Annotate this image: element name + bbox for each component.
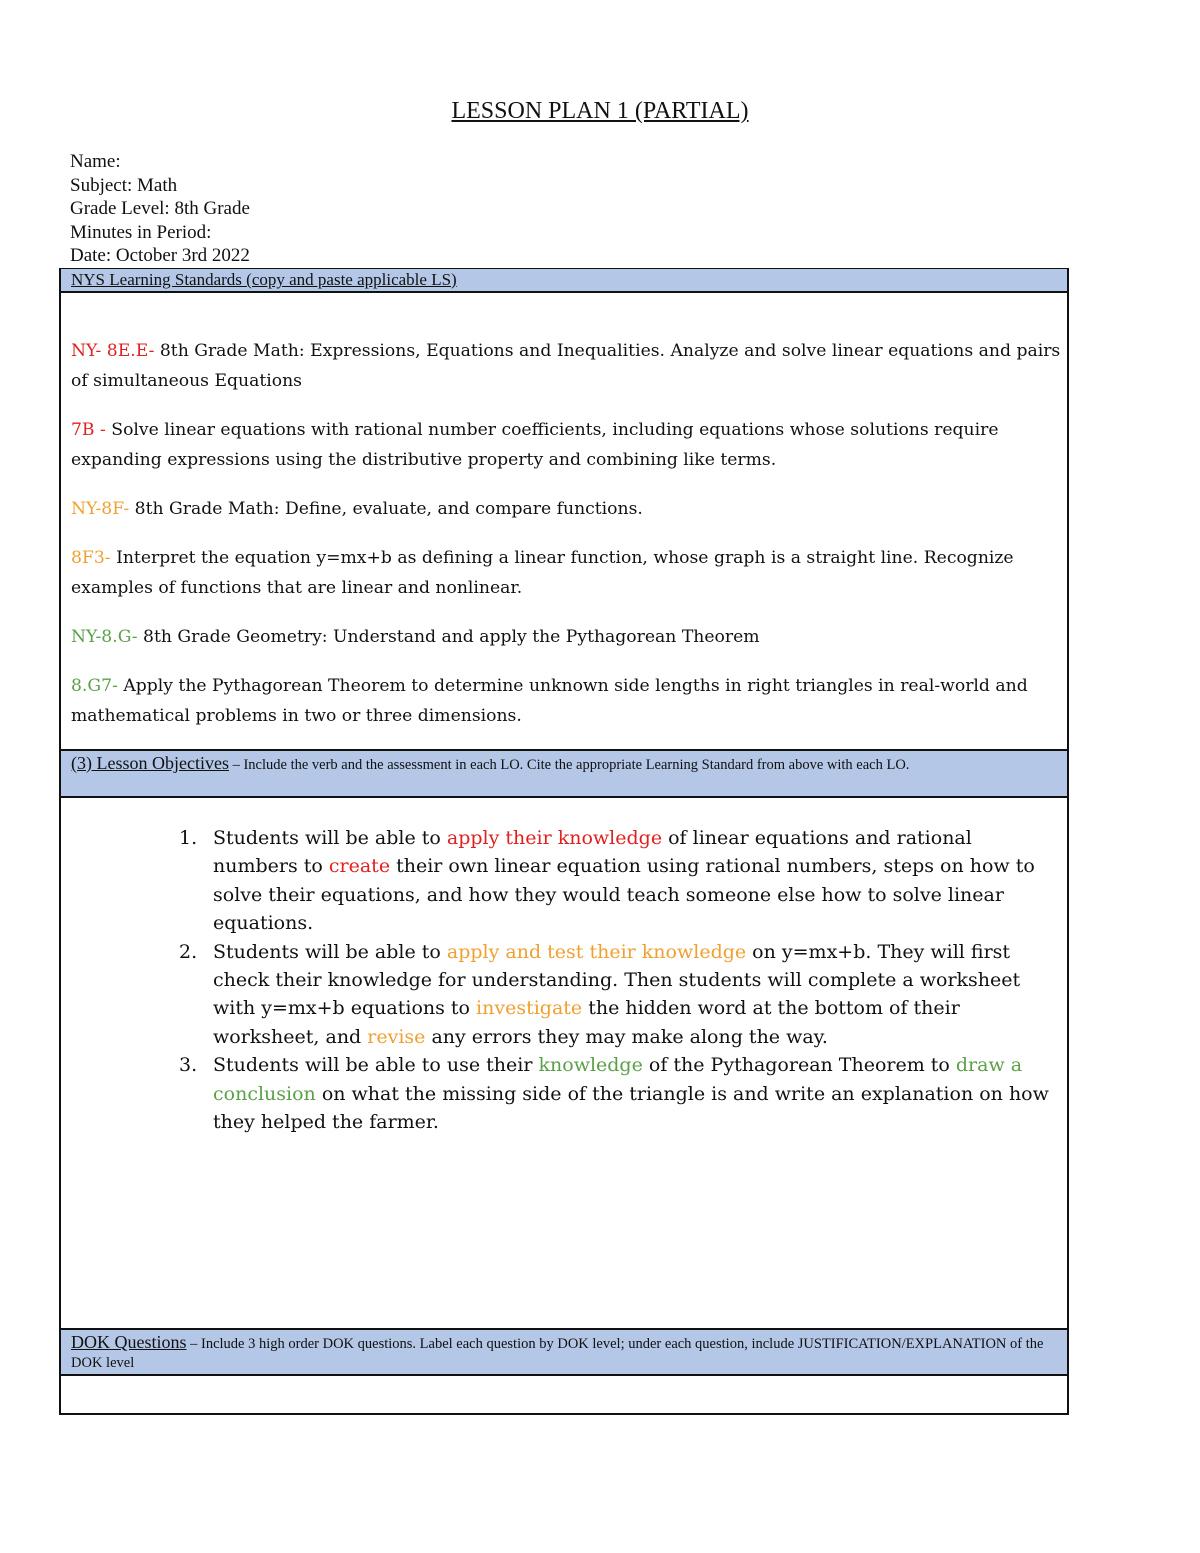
objective-text: Students will be able to: [213, 827, 447, 849]
standard-code: NY-8.G-: [71, 627, 138, 647]
standard-code: 8F3-: [71, 548, 111, 568]
objective-text: on y=mx+b. They will first check their knowledge for understanding. Then students will complete a worksheet with y=mx+b equations to: [213, 940, 1021, 1020]
standards-header: NYS Learning Standards (copy and paste applicable LS): [71, 270, 457, 289]
objective-text: of the Pythagorean Theorem to: [642, 1054, 956, 1077]
dok-header-row: [61, 1328, 1067, 1376]
objective-number: 2.: [179, 940, 198, 963]
standard-text: Solve linear equations with rational number coefficients, including equations whose solutions require expanding expressions using the distributive property and combining like terms.: [71, 420, 999, 470]
standard-code: 8.G7-: [71, 676, 118, 696]
objectives-header-row: [61, 749, 1067, 798]
objective-text: Students will be able to use their: [213, 1054, 539, 1077]
name-field: Name:: [70, 151, 121, 172]
objective-highlight: apply their knowledge: [446, 827, 663, 849]
standard-text: 8th Grade Math: Define, evaluate, and compare functions.: [129, 499, 643, 519]
objective-item: [173, 1051, 1053, 1136]
standard-item: [71, 336, 1061, 396]
objectives-header: [71, 754, 1057, 775]
standard-text: Apply the Pythagorean Theorem to determine unknown side lengths in right triangles in real-world and mathematical problems in two or three dimensions.: [71, 676, 1028, 726]
objective-text: any errors they may make along the way.: [425, 1025, 828, 1048]
standard-code: 7B -: [71, 420, 106, 440]
objective-number: 1.: [179, 827, 198, 849]
objective-text: on what the missing side of the triangle is and write an explanation on how they helped the farmer.: [213, 1082, 1049, 1134]
objective-text: of linear equations and rational numbers to: [213, 827, 972, 878]
grade-field: Grade Level: 8th Grade: [70, 198, 250, 220]
objective-text: their own linear equation using rational numbers, steps on how to solve their equations, and how they would teach someone else how to solve linear equations.: [213, 855, 1035, 935]
objective-highlight: draw a conclusion: [213, 1054, 1023, 1105]
dok-header-instructions: – Include 3 high order DOK questions. Label each question by DOK level; under each question, include JUSTIFICATION/EXPLANATION of the DOK level: [71, 1336, 1044, 1371]
lesson-plan-table: [59, 268, 1069, 1415]
standard-item: [71, 671, 1061, 731]
standard-code: NY- 8E.E-: [71, 341, 155, 361]
standard-item: [71, 494, 1061, 524]
standards-header-row: [61, 268, 1067, 293]
objective-number: 3.: [179, 1054, 198, 1077]
objective-text: Students will be able to: [213, 940, 447, 963]
date-field: Date: October 3rd 2022: [70, 245, 250, 267]
objective-highlight: revise: [367, 1025, 426, 1048]
standard-code: NY-8F-: [71, 499, 130, 519]
objectives-header-label: (3) Lesson Objectives: [71, 753, 229, 773]
objective-highlight: apply and test their knowledge: [446, 940, 747, 963]
standards-list: [71, 336, 1061, 750]
standard-item: [71, 415, 1061, 475]
dok-header-label: DOK Questions: [71, 1332, 187, 1352]
objective-item: [173, 938, 1053, 1052]
standard-text: Interpret the equation y=mx+b as defining a linear function, whose graph is a straight line. Recognize examples of functions that are linear and nonlinear.: [71, 548, 1014, 598]
dok-header: [71, 1333, 1057, 1373]
minutes-field: Minutes in Period:: [70, 221, 212, 243]
lesson-meta: [70, 150, 250, 268]
standard-text: 8th Grade Math: Expressions, Equations and Inequalities. Analyze and solve linear equations and pairs of simultaneous Equations: [71, 341, 1061, 391]
subject-field: Subject: Math: [70, 174, 178, 196]
standard-item: [71, 622, 1061, 652]
objective-highlight: knowledge: [538, 1054, 643, 1077]
standard-text: 8th Grade Geometry: Understand and apply the Pythagorean Theorem: [137, 627, 760, 647]
page-title: LESSON PLAN 1 (PARTIAL): [451, 98, 749, 124]
objective-highlight: investigate: [476, 997, 583, 1020]
standard-item: [71, 543, 1061, 603]
objective-text: the hidden word at the bottom of their worksheet, and: [213, 997, 960, 1048]
objective-highlight: create: [328, 855, 391, 878]
objectives-list: [173, 824, 1053, 1136]
objective-item: [173, 824, 1053, 938]
dok-answer-cell[interactable]: [61, 1374, 1067, 1413]
objectives-header-instructions: – Include the verb and the assessment in each LO. Cite the appropriate Learning Standard from above with each LO.: [228, 757, 910, 773]
